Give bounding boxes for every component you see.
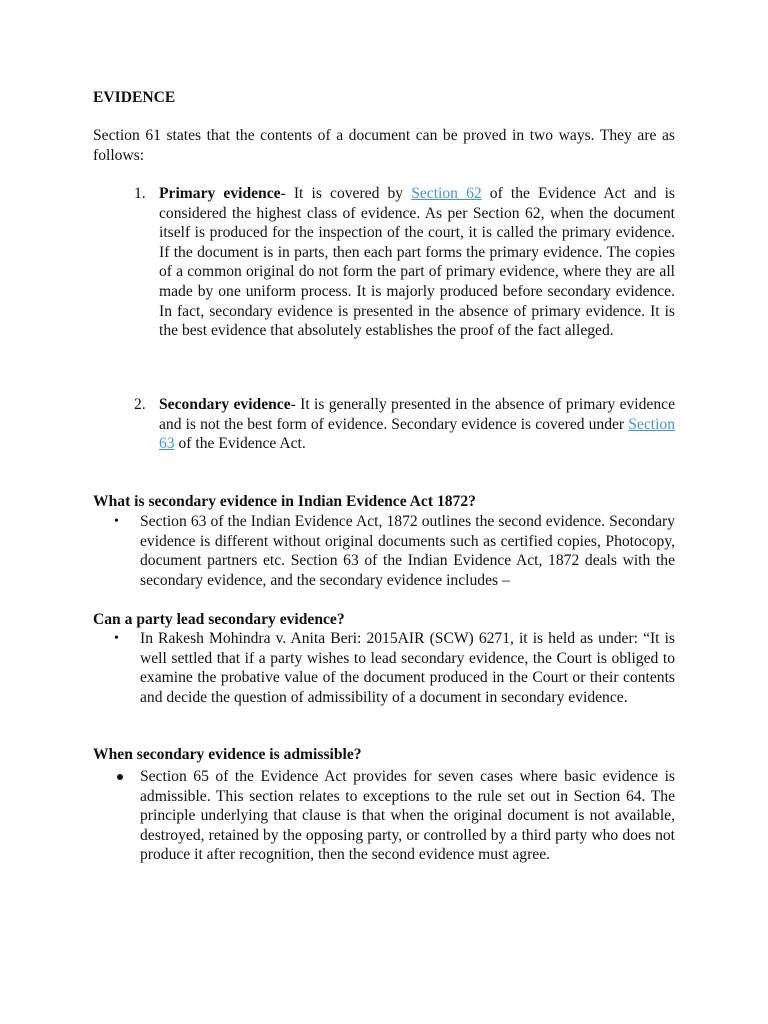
list-item [93, 629, 675, 707]
section-62-link[interactable]: Section 62 [411, 185, 482, 202]
list-number: 1. [134, 185, 146, 202]
bullet-text: Section 63 of the Indian Evidence Act, 1872 outlines the second evidence. Secondary evidence is different without original documents such as certified copies, Photocopy, document partners etc. Section 63 of the Indian Evidence Act, 1872 deals with the secondary evidence, and the secondary evidence includes – [140, 513, 675, 589]
bullet-icon: • [114, 631, 119, 646]
list-number: 2. [134, 396, 146, 413]
bullet-text: In Rakesh Mohindra v. Anita Beri: 2015AIR (SCW) 6271, it is held as under: “It is well settled that if a party wishes to lead secondary evidence, the Court is obliged to examine the probative value of the document produced in the Court or their contents and decide the question of admissibility of a document in secondary evidence. [140, 630, 675, 706]
intro-paragraph: Section 61 states that the contents of a document can be proved in two ways. They are as follows: [93, 127, 675, 164]
list-item-secondary-evidence [93, 395, 675, 454]
item-body-text: of the Evidence Act. [174, 435, 306, 453]
list-item [93, 767, 675, 865]
bullet-text: Section 65 of the Evidence Act provides for seven cases where basic evidence is admissible. This section relates to exceptions to the rule set out in Section 64. The principle underlying that clause is that when the original document is not available, destroyed, retained by the opposing party, or controlled by a third party who does not produce it after recognition, then the second evidence must agree. [140, 768, 675, 864]
item-lead-text: - It is covered by [280, 185, 412, 202]
bullet-dot-icon [117, 774, 123, 780]
evidence-type-list [93, 184, 675, 341]
item-lead-text: - It is generally presented in the absence of primary evidence and is not the best form of evidence. Secondary evidence is covered under [159, 396, 675, 433]
bullet-list [93, 767, 675, 865]
bullet-list [93, 512, 675, 590]
section-heading: What is secondary evidence in Indian Evidence Act 1872? [93, 493, 476, 510]
bullet-icon: • [114, 514, 119, 529]
list-item [93, 512, 675, 590]
section-heading: When secondary evidence is admissible? [93, 746, 362, 763]
evidence-type-list-continued [93, 395, 675, 454]
item-body-text: of the Evidence Act and is considered the highest class of evidence. As per Section 62, when the document itself is produced for the inspection of the court, it is called the primary evidence. If the document is in parts, then each part forms the primary evidence. The copies of a common original do not form the part of primary evidence, where they are all made by one uniform process. It is majorly produced before secondary evidence. In fact, secondary evidence is presented in the absence of primary evidence. It is the best evidence that absolutely establishes the proof of the fact alleged. [159, 185, 675, 340]
term-primary-evidence: Primary evidence [159, 185, 281, 202]
section-heading: Can a party lead secondary evidence? [93, 611, 345, 628]
section-63-link[interactable]: Section 63 [159, 415, 675, 453]
bullet-list [93, 629, 675, 707]
term-secondary-evidence: Secondary evidence [159, 396, 291, 413]
document-title: EVIDENCE [93, 89, 176, 106]
list-item-primary-evidence [93, 184, 675, 341]
